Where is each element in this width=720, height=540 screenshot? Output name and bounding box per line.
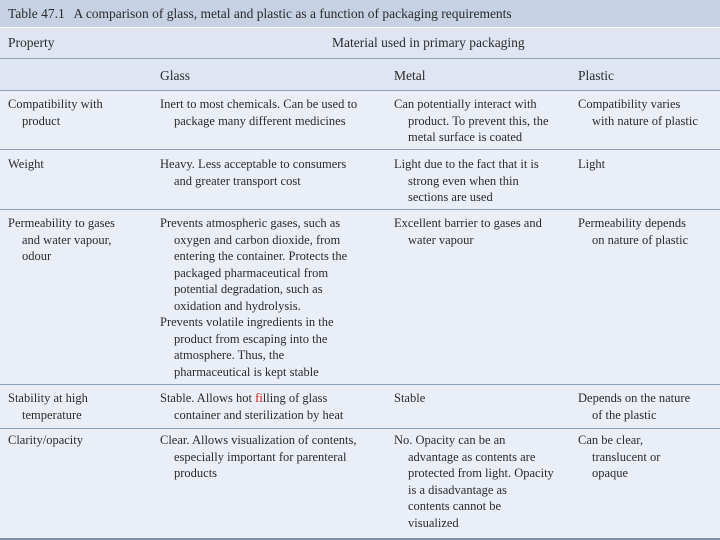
row-glass: Stable. Allows hot filling of glass container and sterilization by heat [160, 391, 344, 422]
row-plastic: Depends on the nature of the plastic [578, 391, 691, 422]
row-plastic: Can be clear, translucent or opaque [578, 433, 661, 480]
row-metal: Excellent barrier to gases and water vapour [394, 216, 542, 247]
row-plastic: Compatibility varies with nature of plastic [578, 97, 698, 128]
header-property: Property [8, 35, 55, 50]
row-glass: Heavy. Less acceptable to consumers and greater transport cost [160, 157, 347, 188]
table-number: Table 47.1 [8, 6, 65, 21]
row-metal: Light due to the fact that it is strong even when thin sections are used [394, 157, 539, 204]
table-row [0, 150, 720, 209]
header-metal: Metal [394, 68, 426, 83]
row-glass: Inert to most chemicals. Can be used to package many different medicines [160, 97, 358, 128]
row-property: Stability at high temperature [8, 391, 88, 422]
row-glass: Prevents atmospheric gases, such as oxygen and carbon dioxide, from entering the container. Protects the packaged pharmaceutical from potential degradation, such as oxidation and hydrolysis. Prevents volatile ingredients in the product from escaping into the atmosphere. Thus, the pharmaceutical is kept stable [160, 216, 348, 379]
row-property: Compatibility with product [8, 97, 103, 128]
row-property: Weight [8, 157, 44, 171]
table-caption [0, 0, 720, 27]
row-property: Permeability to gases and water vapour, odour [8, 216, 115, 263]
header-glass: Glass [160, 68, 190, 83]
row-metal: No. Opacity can be an advantage as contents are protected from light. Opacity is a disadvantage as contents cannot be visualized [394, 433, 554, 530]
row-property: Clarity/opacity [8, 433, 83, 447]
row-metal: Stable [394, 391, 426, 405]
table-title: A comparison of glass, metal and plastic as a function of packaging requirements [73, 6, 512, 21]
row-metal: Can potentially interact with product. To prevent this, the metal surface is coated [394, 97, 549, 144]
row-plastic: Light [578, 157, 606, 171]
row-plastic: Permeability depends on nature of plastic [578, 216, 689, 247]
header-plastic: Plastic [578, 68, 614, 83]
header-material-group: Material used in primary packaging [332, 35, 525, 50]
row-glass: Clear. Allows visualization of contents, especially important for parenteral products [160, 433, 357, 480]
highlighted-text: fi [255, 391, 263, 405]
